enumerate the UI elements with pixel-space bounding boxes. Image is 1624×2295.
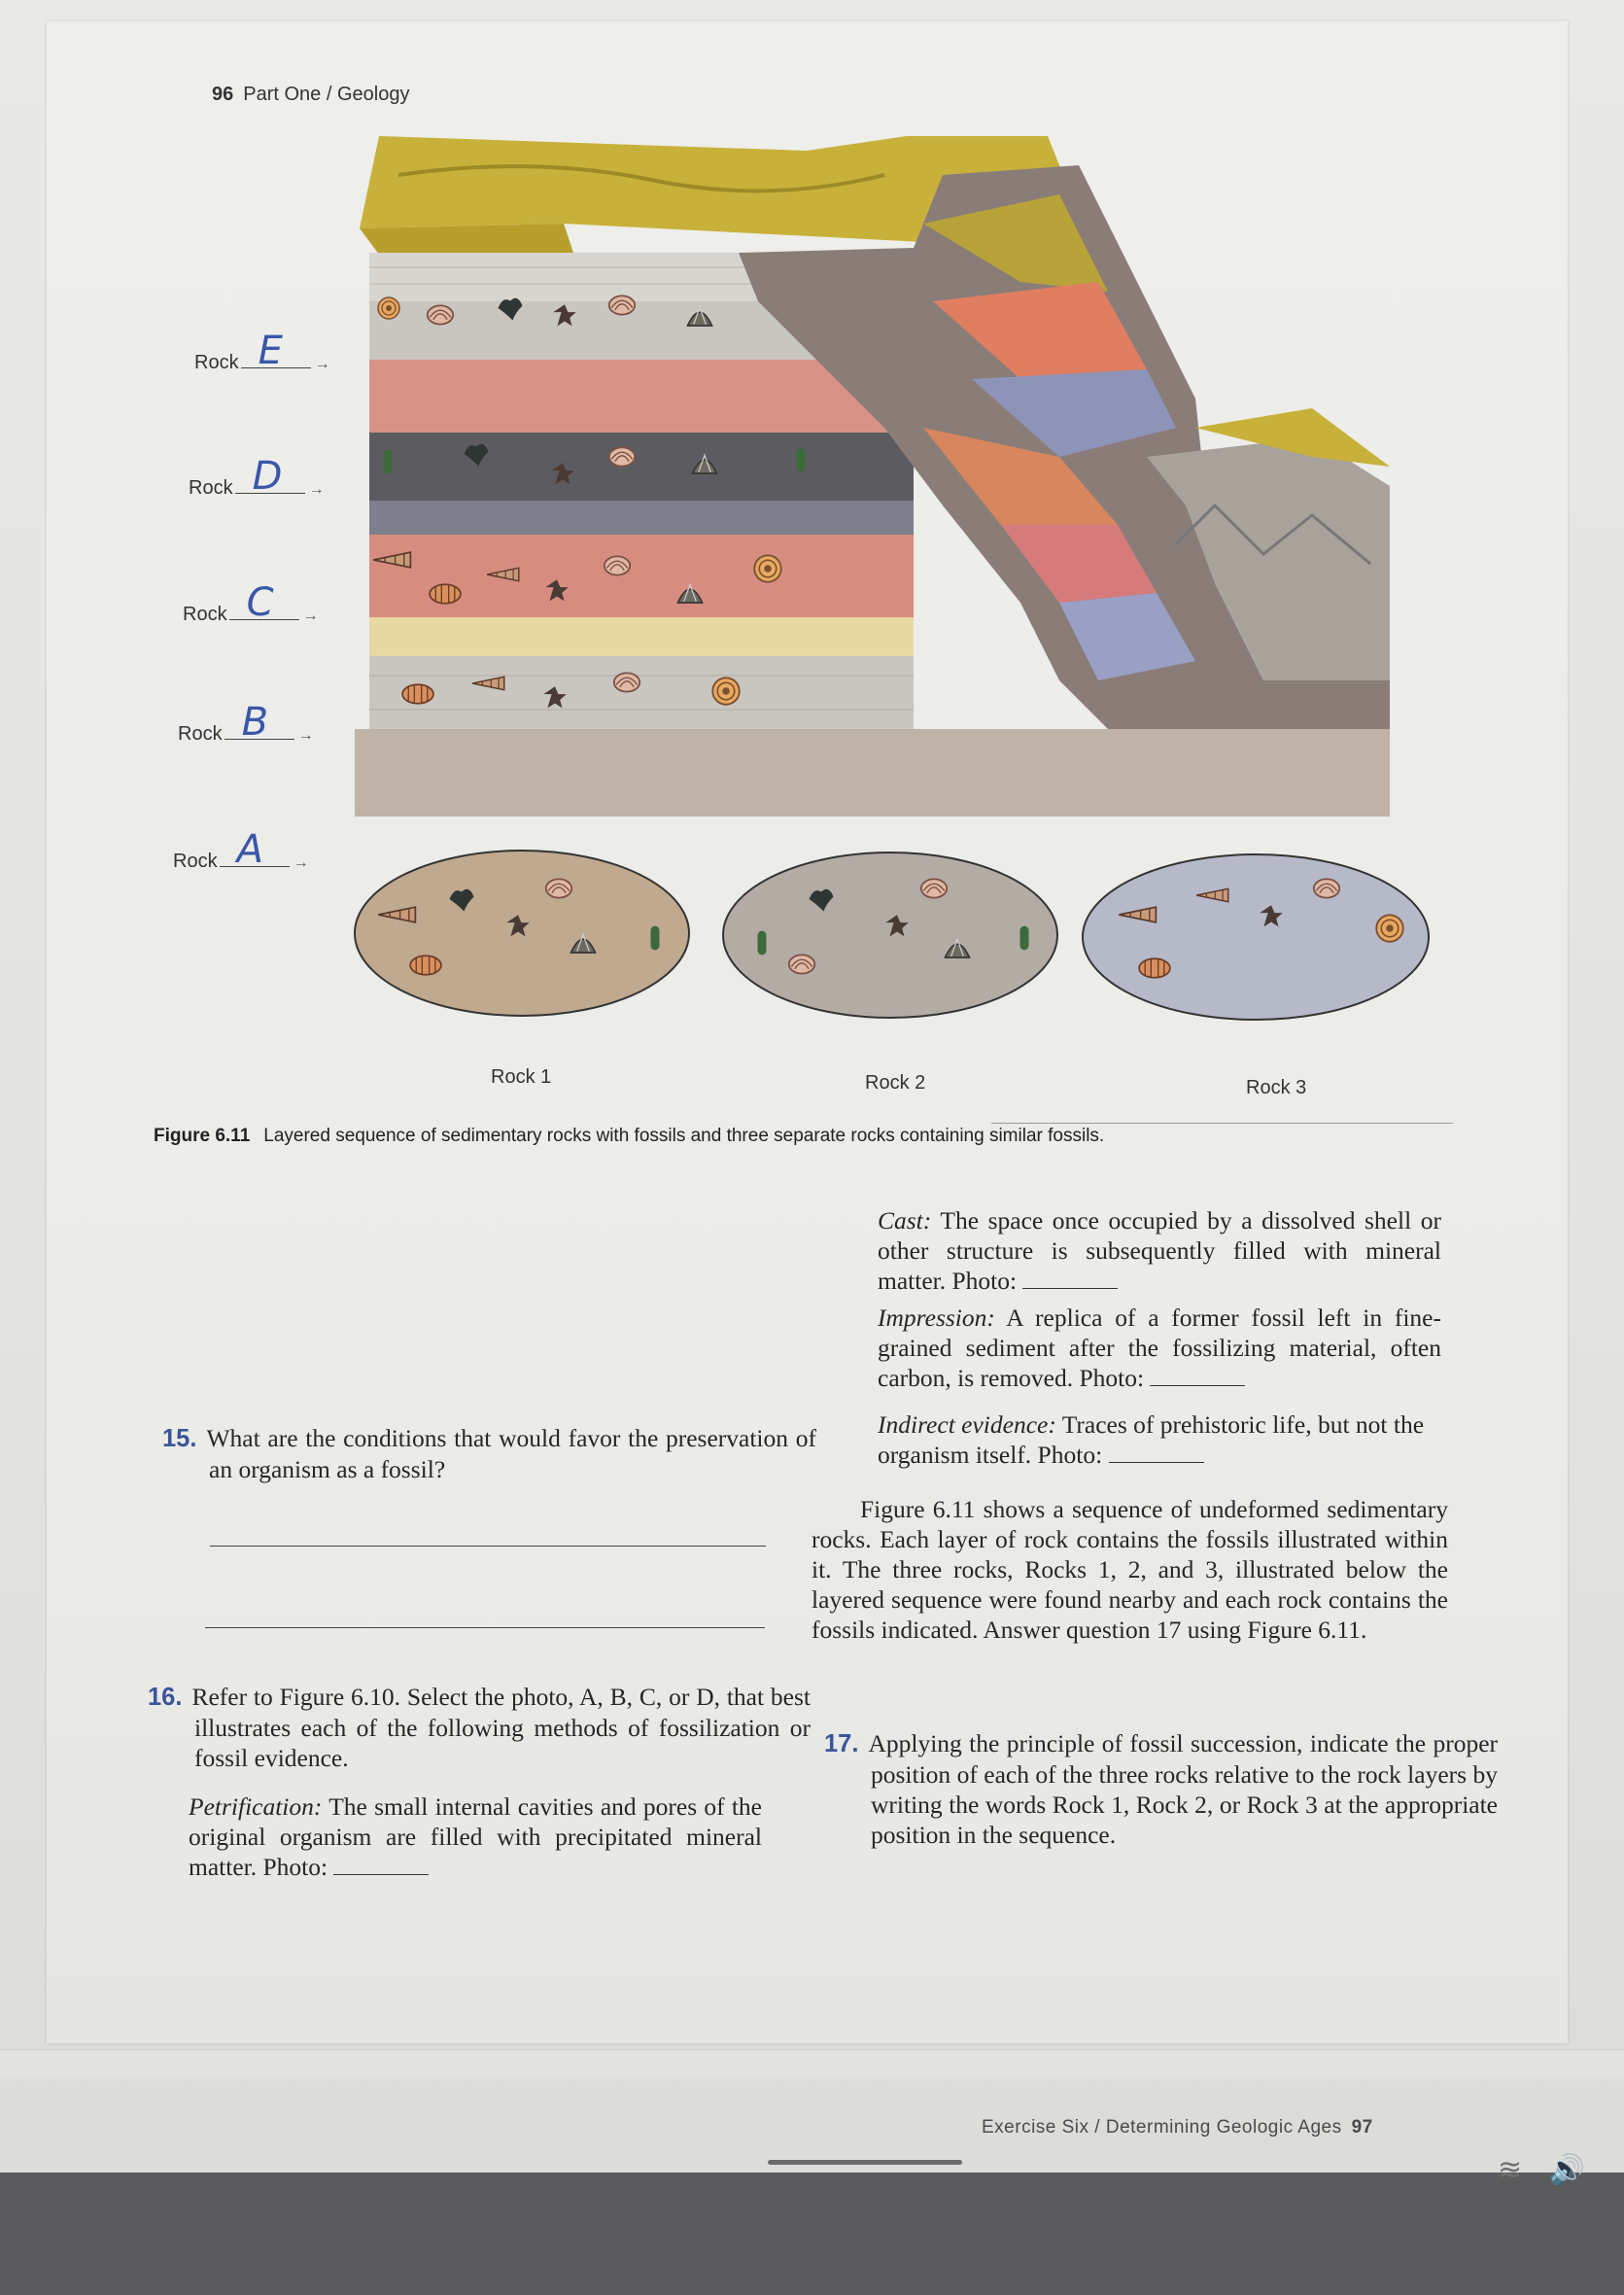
q15-answer-line-2[interactable] (205, 1627, 765, 1628)
page-number: 96 (212, 84, 234, 105)
indirect-evidence-definition: Indirect evidence: Traces of prehistoric life, but not the organism itself. Photo: (878, 1410, 1425, 1469)
question-16: 16. Refer to Figure 6.10. Select the photo, A, B, C, or D, that best illustrates each of the following methods of fossilization or fossil evidence. (148, 1683, 811, 1772)
petrification-definition: Petrification: The small internal cavities and pores of the original organism are filled with precipitated mineral matter. Photo: (189, 1792, 762, 1881)
indirect-photo-blank[interactable] (1109, 1443, 1204, 1463)
section-title: Part One / Geology (243, 84, 410, 105)
wifi-icon[interactable]: ≋ (1497, 2153, 1523, 2187)
handwritten-answer: B (241, 700, 269, 745)
rock-label-d: Rock D → (189, 454, 325, 499)
handwritten-answer: C (246, 580, 274, 625)
petrification-photo-blank[interactable] (333, 1855, 429, 1875)
figure-paragraph: Figure 6.11 shows a sequence of undeformed sedimentary rocks. Each layer of rock contains the fossils illustrated within it. The three rocks, Rocks 1, 2, and 3, illustrated below the layered sequence were found nearby and each rock contains the fossils indicated. Answer question 17 using Figure 6.11. (812, 1495, 1448, 1644)
rock-label-c: Rock C → (183, 580, 319, 625)
page-header (212, 84, 409, 106)
system-tray (1498, 2153, 1585, 2187)
caption-text: Layered sequence of sedimentary rocks with fossils and three separate rocks containing similar fossils. (263, 1126, 1105, 1146)
tablet-status-bar (0, 2139, 1624, 2177)
next-page-footer: Exercise Six / Determining Geologic Ages 97 (982, 2117, 1373, 2138)
rock-layer-figure (340, 136, 1458, 1108)
handwritten-answer: D (252, 454, 283, 499)
caption-rule (991, 1123, 1453, 1124)
rock-label-e: Rock E → (194, 329, 330, 373)
rock-label-b: Rock B → (178, 700, 314, 745)
impression-definition: Impression: A replica of a former fossil left in fine-grained sediment after the fossilizing material, often carbon, is removed. Photo: (878, 1304, 1441, 1392)
rock-label-a: Rock A → (173, 827, 309, 872)
figure-number: Figure 6.11 (154, 1126, 251, 1146)
handwritten-answer: A (236, 827, 263, 872)
next-page-edge (0, 2049, 1624, 2079)
q15-answer-line-1[interactable] (210, 1546, 766, 1547)
sample-label-rock-2: Rock 2 (865, 1072, 926, 1094)
sample-label-rock-1: Rock 1 (491, 1066, 552, 1088)
sample-label-rock-3: Rock 3 (1246, 1077, 1307, 1098)
question-17: 17. Applying the principle of fossil succession, indicate the proper position of each of the three rocks relative to the rock layers by writing the words Rock 1, Rock 2, or Rock 3 at the appropriate position in the sequence. (824, 1729, 1498, 1849)
handwritten-answer: E (258, 329, 283, 373)
question-15: 15. What are the conditions that would favor the preservation of an organism as a fossil? (162, 1424, 816, 1483)
cast-definition: Cast: The space once occupied by a dissolved shell or other structure is subsequently filled with mineral matter. Photo: (878, 1206, 1441, 1295)
home-indicator[interactable] (768, 2160, 962, 2165)
cast-photo-blank[interactable] (1022, 1269, 1118, 1289)
speaker-icon[interactable]: 🔊 (1548, 2153, 1585, 2187)
figure-caption (154, 1126, 1104, 1147)
impression-photo-blank[interactable] (1150, 1366, 1245, 1386)
